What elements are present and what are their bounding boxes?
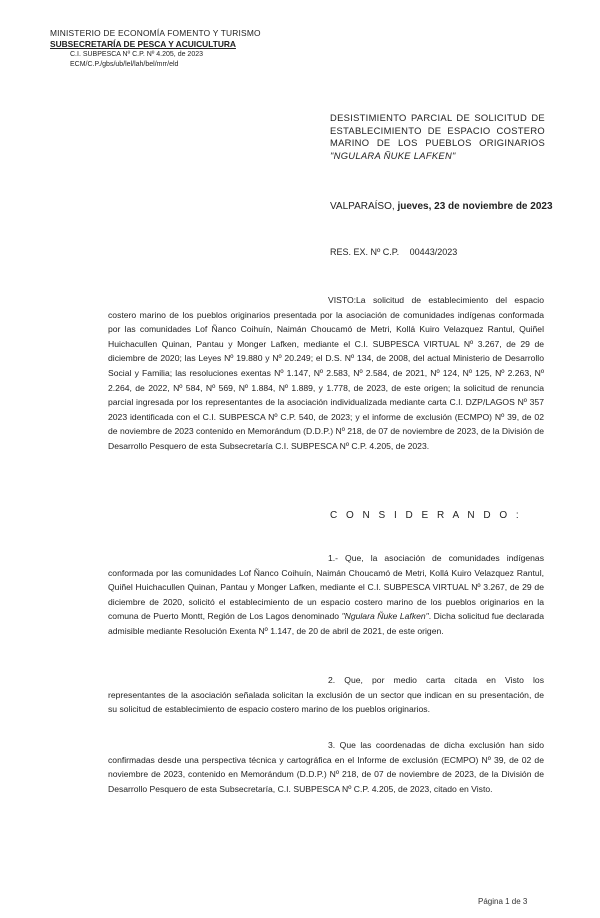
resolution-title	[330, 112, 545, 162]
title-line-2: ESTABLECIMIENTO DE ESPACIO COSTERO	[330, 124, 545, 136]
visto-text: La solicitud de establecimiento del espacio costero marino de los pueblos originarios presentada por la asociación de comunidades indígenas conformada por las comunidades Lof Ñanco Coihuín, Naimán Choucamó de Metri, Kollá Kuiro Velazquez Rantul, Quiñel Huichacullen Quinan, Pantau y Monger Lafken, mediante el C.I. SUBPESCA VIRTUAL Nº 3.267, de 29 de diciembre de 2020; las Leyes Nº 19.880 y Nº 20.249; el D.S. Nº 134, de 2008, del actual Ministerio de Desarrollo Social y Familia; las resoluciones exentas Nº 1.147, Nº 2.583, Nº 2.584, de 2021, Nº 124, Nº 125, Nº 2.263, Nº 2.264, de 2022, Nº 584, Nº 569, Nº 1.884, Nº 1.889, y 1.778, de 2023, de este origen; la solicitud de renuncia parcial ingresada por los representantes de la asociación individualizada mediante carta C.I. DZP/LAGOS Nº 357 2023 identificada con el C.I. SUBPESCA Nº C.P. 540, de 2023; y el informe de exclusión (ECMPO) Nº 39, de 02 de noviembre de 2023 contenido en Memorándum (D.D.P.) Nº 218, de 07 de noviembre de 2023, de la División de Desarrollo Pesquero de esta Subsecretaría C.I. SUBPESCA Nº C.P. 4.205, de 2023.	[108, 295, 544, 451]
ministry-name: MINISTERIO DE ECONOMÍA FOMENTO Y TURISMO	[50, 28, 261, 38]
resolution-number-line	[330, 247, 457, 257]
res-number: 00443/2023	[409, 247, 458, 257]
paragraph-1-tail: . Dicha solicitud fue declarada admisible mediante Resolución Exenta Nº 1.147, de 20 de abril de 2021, de este origen.	[108, 611, 544, 636]
paragraph-1-lead: 1.- Que, la asociación de comunidades indígenas	[328, 553, 544, 563]
date-line	[330, 201, 553, 212]
visto-paragraph	[108, 293, 544, 454]
considerando-paragraph-2	[108, 673, 544, 717]
paragraph-3-text: sido confirmadas desde una perspectiva técnica y cartográfica en el Informe de exclusión (ECMPO) Nº 39, de 02 de noviembre de 2023, contenido en Memorándum (D.D.P.) Nº 218, de 07 de noviembre de 2023, de la División de Desarrollo Pesquero de esta Subsecretaría, C.I. SUBPESCA Nº C.P. 4.205, de 2023, citado en Visto.	[108, 740, 544, 794]
title-line-3: MARINO DE LOS PUEBLOS ORIGINARIOS	[330, 137, 545, 148]
considerando-paragraph-3	[108, 738, 544, 796]
header-ci: C.I. SUBPESCA Nº C.P. Nº 4.205, de 2023	[70, 51, 203, 58]
date-city: VALPARAÍSO,	[330, 201, 395, 212]
subsecretaria-name: SUBSECRETARÍA DE PESCA Y ACUICULTURA	[50, 39, 236, 49]
page-number: Página 1 de 3	[478, 897, 528, 906]
res-label: RES. EX. Nº C.P.	[330, 247, 400, 257]
paragraph-1-text: conformada por las comunidades Lof Ñanco Coihuín, Naimán Choucamó de Metri, Kollá Kuiro Velazquez Rantul, Quiñel Huichacullen Quinan, Pantau y Monger Lafken, mediante el C.I. SUBPESCA VIRTUAL Nº 3.267, de 29 de diciembre de 2020, solicitó el establecimiento de un espacio costero marino de los pueblos originarios en la comuna de Puerto Montt, Región de Los Lagos denominado	[108, 567, 544, 622]
title-line-1: DESISTIMIENTO PARCIAL DE SOLICITUD DE	[330, 112, 545, 123]
date-value: jueves, 23 de noviembre de 2023	[397, 201, 553, 212]
espacio-name: "Ngulara Ñuke Lafken"	[341, 611, 429, 622]
visto-lead: VISTO:	[328, 295, 357, 305]
considerando-paragraph-1	[108, 551, 544, 639]
header-ref: ECM/C.P./gbs/ub/lel/lah/bel/mrr/eld	[70, 61, 179, 68]
considerando-heading: C O N S I D E R A N D O :	[330, 510, 522, 521]
paragraph-2-lead: 2. Que, por medio carta citada en Visto los	[328, 675, 544, 685]
title-line-4: "NGULARA ÑUKE LAFKEN"	[330, 149, 456, 161]
paragraph-3-lead: 3. Que las coordenadas de dicha exclusión han	[328, 740, 524, 750]
paragraph-2-text: representantes de la asociación señalada solicitan la exclusión de un sector que indican en su presentación, de su solicitud de establecimiento de espacio costero marino de los pueblos originarios.	[108, 689, 544, 715]
document-header	[50, 28, 261, 70]
visto-section	[108, 293, 544, 454]
